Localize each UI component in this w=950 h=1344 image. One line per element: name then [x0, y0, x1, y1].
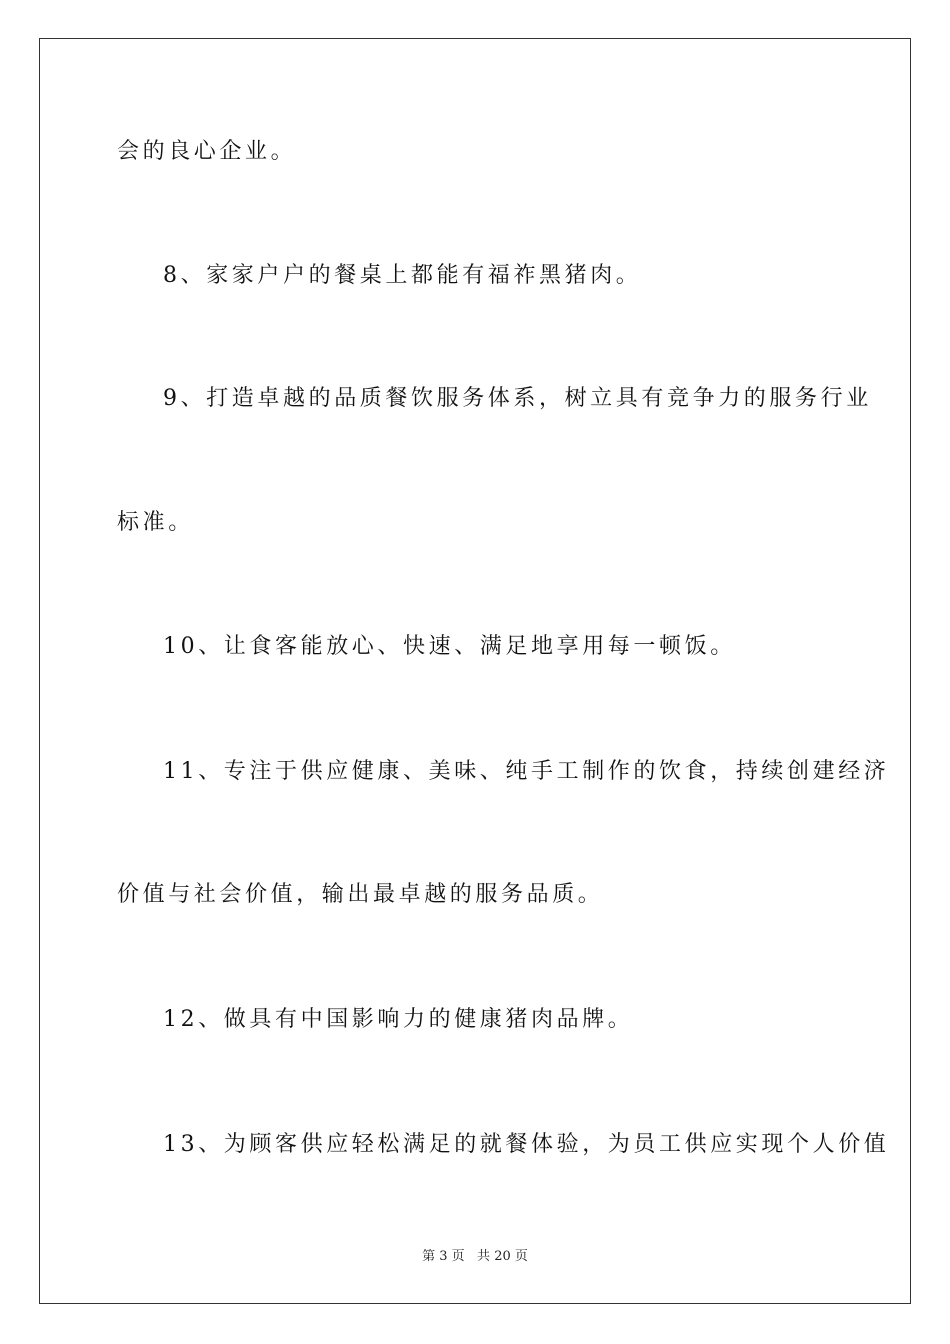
text-line: 11、专注于供应健康、美味、纯手工制作的饮食，持续创建经济	[163, 759, 890, 784]
text-line: 价值与社会价值，输出最卓越的服务品质。	[117, 882, 604, 907]
text-line: 10、让食客能放心、快速、满足地享用每一顿饭。	[163, 634, 736, 659]
page-number-footer: 第 3 页 共 20 页	[422, 1249, 528, 1264]
page-border	[39, 38, 911, 1304]
text-line: 12、做具有中国影响力的健康猪肉品牌。	[163, 1007, 634, 1032]
text-line: 标准。	[117, 510, 194, 535]
text-line: 8、家家户户的餐桌上都能有福祚黑猪肉。	[163, 263, 642, 288]
text-line: 会的良心企业。	[117, 139, 297, 164]
text-line: 13、为顾客供应轻松满足的就餐体验，为员工供应实现个人价值	[163, 1132, 890, 1157]
text-line: 9、打造卓越的品质餐饮服务体系，树立具有竞争力的服务行业	[163, 386, 872, 411]
